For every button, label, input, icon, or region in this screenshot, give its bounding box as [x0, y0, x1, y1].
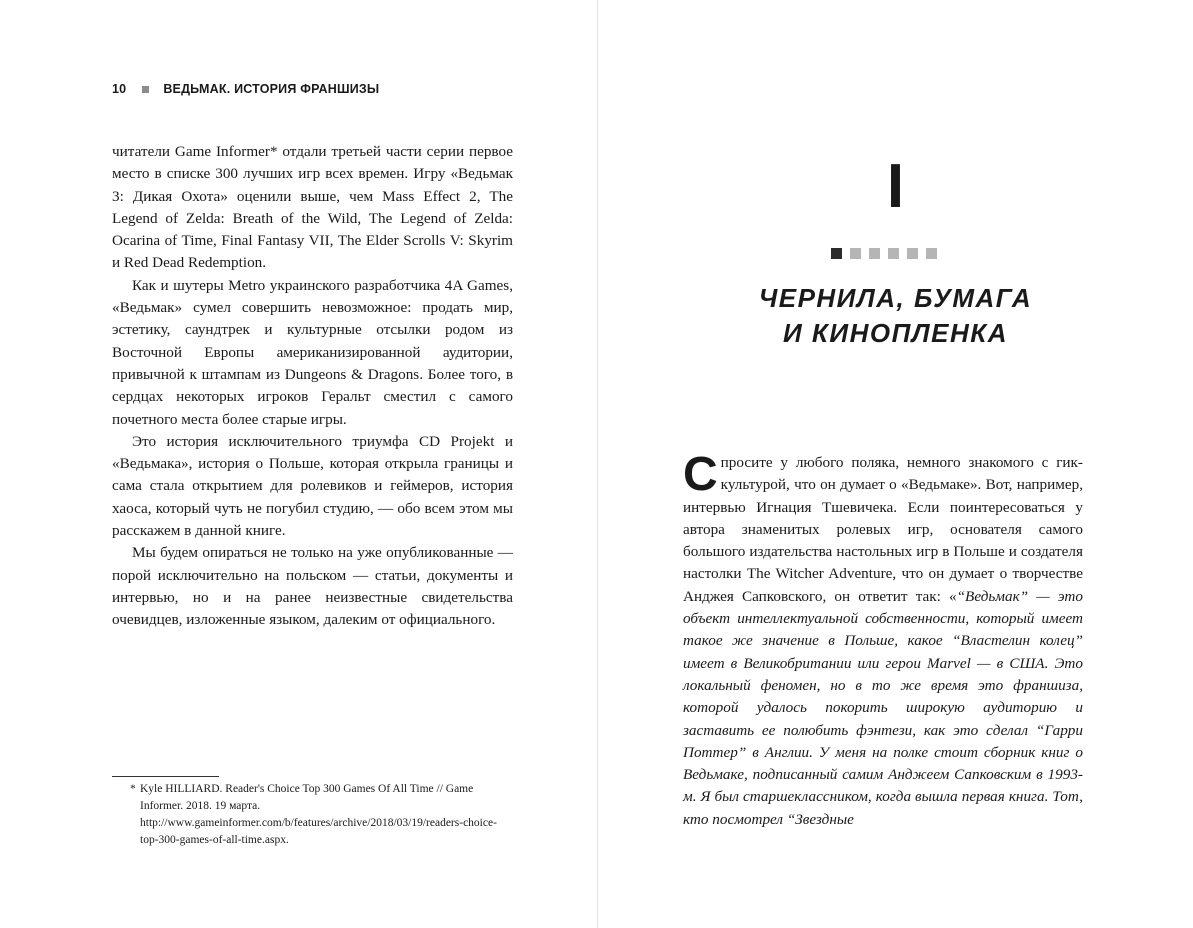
running-title: ВЕДЬМАК. ИСТОРИЯ ФРАНШИЗЫ — [163, 82, 380, 96]
square-icon — [869, 248, 880, 259]
left-body-text — [112, 141, 513, 632]
opening-paragraph — [683, 448, 1083, 831]
square-icon — [831, 248, 842, 259]
paragraph: читатели Game Informer* отдали третьей части серии первое место в списке 300 лучших игр всех времен. Игру «Ведьмак 3: Дикая Охота» оценили выше, чем Mass Effect 2, The Legend of Zelda: Breath of the Wild, The Legend of Zelda: Ocarina of Time, Final Fantasy VII, The Elder Scrolls V: Skyrim и Red Dead Redemption. — [112, 143, 513, 272]
right-page — [598, 0, 1193, 928]
footnote-marker: * — [130, 783, 136, 795]
footnote-text: Kyle HILLIARD. Reader's Choice Top 300 Games Of All Time // Game Informer. 2018. 19 марта. http://www.gameinformer.com/b/features/archive/2018/03/19/readers-choice-top-300-games-of-all-time.aspx. — [140, 783, 497, 846]
square-icon — [907, 248, 918, 259]
body-plain: просите у любого поляка, немного знакомого с гик-культурой, что он думает о «Ведьмаке». Вот, например, интервью Игнация Тшевичека. Если поинтересоваться у автора знаменитых ролевых игр, основателя самого большого издательства настольных игр в Польше и создателя настолки The Witcher Adventure, что он думает о творчестве Анджея Сапковского, он ответит так: « — [683, 454, 1083, 605]
footnote — [130, 781, 514, 849]
paragraph: Мы будем опираться не только на уже опубликованные — порой исключительно на польском — статьи, документы и интервью, но и на ранее неизвестные свидетельства очевидцев, изложенные языком, далеким от официального. — [112, 544, 513, 629]
square-icon — [926, 248, 937, 259]
chapter-title — [598, 281, 1193, 351]
page-number: 10 — [112, 82, 127, 96]
square-icon — [888, 248, 899, 259]
right-body-text — [683, 448, 1083, 831]
chapter-ornament — [831, 248, 937, 259]
chapter-title-line: ЧЕРНИЛА, БУМАГА — [758, 283, 1033, 313]
running-head — [112, 82, 379, 96]
drop-cap: С — [683, 448, 718, 501]
body-quote: “Ведьмак” — это объект интеллектуальной собственности, который имеет такое же значение в Польше, какое “Властелин колец” имеет в Великобритании или герои Marvel — в США. Это локальный феномен, но в то же время это франшиза, которой удалось покорить широкую аудиторию и заставить ее полюбить фэнтези, как это сделал “Гарри Поттер” в Англии. У меня на полке стоит сборник книг о Ведьмаке, подписанный самим Анджеем Сапковским в 1993-м. Я был старшеклассником, когда вышла первая книга. Тот, кто посмотрел “Звездные — [683, 587, 1083, 828]
separator-square-icon — [142, 86, 149, 93]
paragraph: Это история исключительного триумфа CD Projekt и «Ведьмака», история о Польше, которая открыла границы и сама стала открытием для ролевиков и геймеров, история хаоса, который чуть не погубил студию, — обо всем этом мы расскажем в данной книге. — [112, 432, 513, 540]
paragraph: Как и шутеры Metro украинского разработчика 4A Games, «Ведьмак» сумел совершить невозможное: продать мир, эстетику, саундтрек и культурные отсылки родом из Восточной Европы американизированной аудитории, привычной к штампам из Dungeons & Dragons. Более того, в сердцах некоторых игроков Геральт сместил с самого почетного места более старые игры. — [112, 276, 513, 428]
footnote-divider — [112, 776, 219, 777]
chapter-number: I — [886, 152, 905, 221]
square-icon — [850, 248, 861, 259]
chapter-title-line: И КИНОПЛЕНКА — [782, 318, 1009, 348]
